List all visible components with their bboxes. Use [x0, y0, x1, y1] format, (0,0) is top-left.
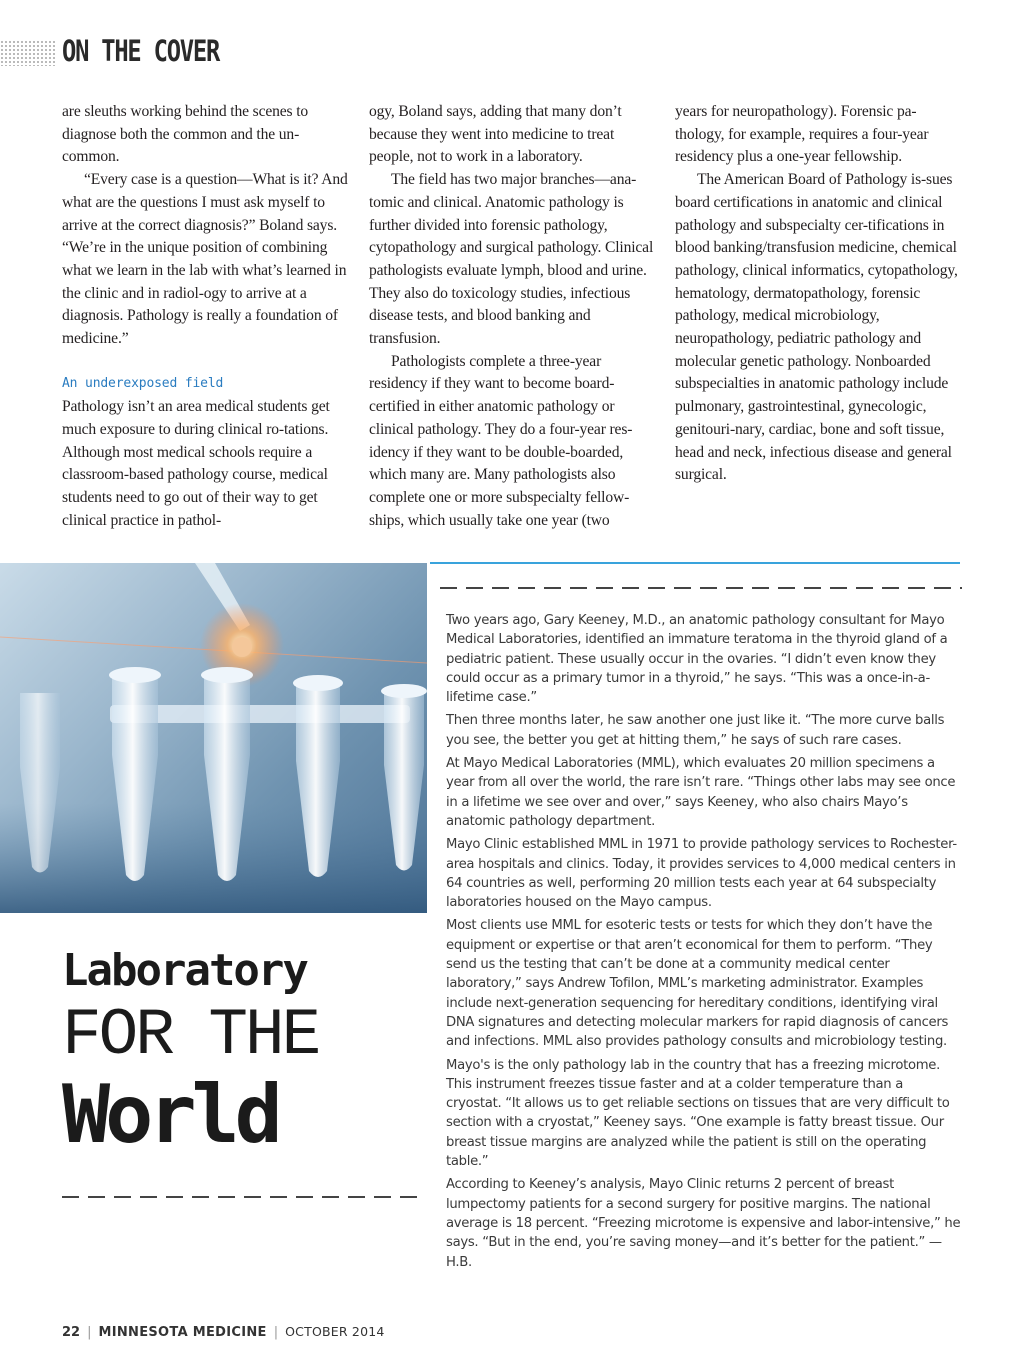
sidebar-title-line-3: World [62, 1068, 278, 1161]
sidebar-title [62, 945, 432, 1161]
sidebar-paragraph: Mayo's is the only pathology lab in the country that has a freezing microtome. This instrument freezes tissue faster and at a colder temperature than a cryostat. “It allows us to get reliable sections on tissues that are very difficult to section with a cryostat,” Keeney says. “One example is fatty breast tissue. Our breast tissue margins are analyzed while the patient is still on the operating table.” [446, 1057, 950, 1170]
sidebar-dashed-rule-bottom [62, 1196, 424, 1198]
article-column-1 [62, 101, 352, 532]
issue-date: OCTOBER 2014 [285, 1324, 385, 1339]
test-tubes-illustration [0, 563, 427, 913]
article-subhead: An underexposed field [62, 376, 224, 392]
magazine-name: MINNESOTA MEDICINE [98, 1325, 267, 1340]
sidebar-paragraph: According to Keeney’s analysis, Mayo Clinic returns 2 percent of breast lumpectomy patients for a second surgery for positive margins. The national average is 18 percent. “Freezing microtome is expensive and labor-intensive,” he says. “But in the end, you’re saving money—and it’s better for the patient.” —H.B. [446, 1177, 961, 1270]
article-paragraph: Pathologists complete a three-year residency if they want to become board-certified in either anatomic pathology or clinical pathology. They do a four-year res-idency if they want to be double-boarded, which many are. Many pathologists also complete one or more subspecialty fellow-ships, which usually take one year (two [369, 352, 633, 529]
article-paragraph: The field has two major branches—ana-tomic and clinical. Anatomic pathology is further divided into forensic pathology, cytopathology and surgical pathology. Clinical pathologists evaluate lymph, blood and urine. They also do toxicology studies, infectious disease tests, and blood banking and transfusion. [369, 171, 654, 348]
sidebar-body [446, 611, 962, 1276]
sidebar-paragraph: Then three months later, he saw another one just like it. “The more curve balls you see, the better you get at hitting them,” he says of such rare cases. [446, 713, 945, 748]
article-paragraph: years for neuropathology). Forensic pa-thology, for example, requires a four-year residency plus a one-year fellowship. [675, 103, 929, 166]
sidebar-paragraph: Two years ago, Gary Keeney, M.D., an anatomic pathology consultant for Mayo Medical Laboratories, identified an immature teratoma in the thyroid gland of a pediatric patient. These usually occur in the ovaries. “I didn’t even know they could occur as a primary tumor in a thyroid,” he says. “This was a once-in-a-lifetime case.” [446, 613, 948, 706]
page-number: 22 [62, 1325, 81, 1340]
article-column-2 [369, 101, 659, 532]
article-paragraph: “Every case is a question—What is it? And what are the questions I must ask myself to arrive at the correct diagnosis?” Boland says. “We’re in the unique position of combining what we learn in the lab with what’s learned in the clinic and in radiol-ogy to arrive at a diagnosis. Pathology is really a foundation of medicine.” [62, 171, 348, 348]
footer-separator: | [87, 1325, 92, 1340]
sidebar-paragraph: Mayo Clinic established MML in 1971 to provide pathology services to Rochester-area hospitals and clinics. Today, it provides services to 4,000 medical centers in 64 countries as well, performing 20 million tests each year at 64 subspecialty laboratories housed on the Mayo campus. [446, 837, 957, 911]
sidebar-title-line-2: FOR THE [62, 998, 319, 1073]
sidebar-dashed-rule-top [440, 587, 962, 589]
header-dot-pattern [0, 40, 56, 66]
article-column-3 [675, 101, 965, 487]
article-paragraph: ogy, Boland says, adding that many don’t because they went into medicine to treat people, not to work in a laboratory. [369, 103, 622, 166]
footer-separator: | [273, 1325, 279, 1340]
sidebar-paragraph: At Mayo Medical Laboratories (MML), which evaluates 20 million specimens a year from all over the world, the rare isn’t rare. “Things other labs may see once in a lifetime we see over and over,” says Keeney, who also chairs Mayo’s anatomic pathology department. [446, 756, 956, 829]
section-label: ON THE COVER [62, 34, 220, 68]
lab-test-tubes-photo [0, 563, 427, 913]
article-paragraph: Pathology isn’t an area medical students get much exposure to during clinical ro-tations. Although most medical schools require a classroom-based pathology course, medical students need to go out of their way to get clinical practice in pathol- [62, 398, 330, 529]
page-footer [62, 1324, 385, 1340]
article-paragraph: The American Board of Pathology is-sues board certifications in anatomic and clinical pathology and subspecialty cer-tifications in blood banking/transfusion medicine, chemical pathology, clinical informatics, cytopathology, hematology, dermatopathology, forensic pathology, medical microbiology, neuropathology, pediatric pathology and molecular genetic pathology. Nonboarded subspecialties in anatomic pathology include pulmonary, gastrointestinal, gynecologic, genitouri-nary, cardiac, bone and soft tissue, head and neck, infectious disease and general surgical. [675, 171, 958, 484]
sidebar-top-rule [430, 562, 960, 564]
sidebar-paragraph: Most clients use MML for esoteric tests or tests for which they don’t have the equipment or expertise or that aren’t economical for them to perform. “They send us the testing that can’t be done at a community medical center laboratory,” says Andrew Tofilon, MML’s marketing administrator. Examples include next-generation sequencing for hereditary conditions, identifying viral DNA signatures and detecting molecular markers for rapid diagnosis of cancers and infections. MML also provides pathology consults and microbiology testing. [446, 918, 949, 1050]
sidebar-title-line-1: Laboratory [62, 945, 307, 996]
article-paragraph: are sleuths working behind the scenes to diagnose both the common and the un-common. [62, 103, 309, 166]
